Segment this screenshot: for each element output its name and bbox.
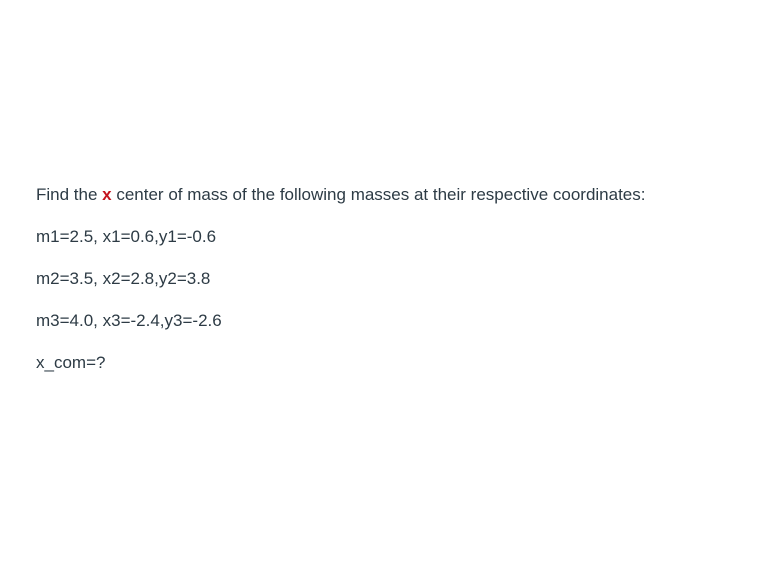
mass-3-line: m3=4.0, x3=-2.4,y3=-2.6 [36,311,222,330]
mass-2-line: m2=3.5, x2=2.8,y2=3.8 [36,269,211,288]
prompt-before: Find the [36,185,103,204]
mass-1-line: m1=2.5, x1=0.6,y1=-0.6 [36,227,217,246]
prompt-highlight-x: x [102,185,112,204]
answer-line: x_com=? [36,353,106,372]
prompt-after: center of mass of the following masses at their respective coordinates: [111,185,646,204]
question-body [36,183,736,393]
question-prompt [36,183,736,207]
